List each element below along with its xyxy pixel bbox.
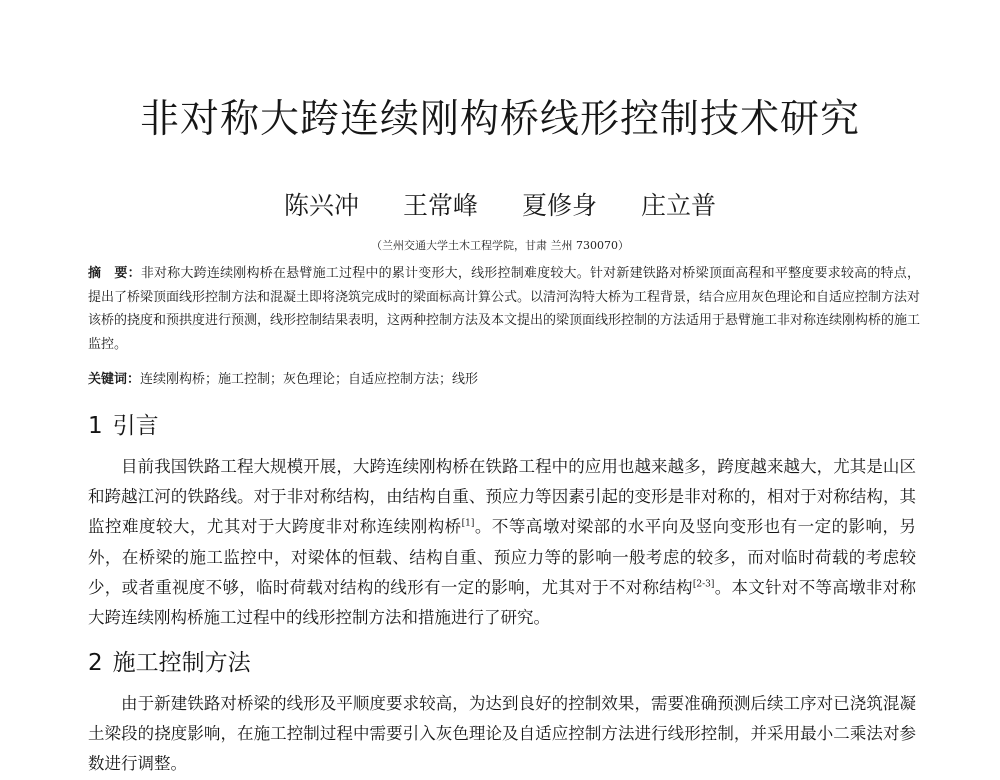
section-title: 引言 <box>112 413 159 439</box>
body-paragraph <box>88 689 916 780</box>
abstract-label: 摘 要： <box>88 266 141 281</box>
author-name: 陈兴冲 <box>284 191 360 220</box>
author-name: 庄立普 <box>640 191 716 220</box>
abstract-text: 非对称大跨连续刚构桥在悬臂施工过程中的累计变形大，线形控制难度较大。针对新建铁路对桥梁顶面高程和平整度要求较高的特点，提出了桥梁顶面线形控制方法和混凝土即将浇筑完成时的梁面标高计算公式。以清河沟特大桥为工程背景，结合应用灰色理论和自适应控制方法对该桥的挠度和预拱度进行预测，线形控制结果表明，这两种控制方法及本文提出的梁顶面线形控制的方法适用于悬臂施工非对称连续刚构桥的施工监控。 <box>88 266 921 352</box>
section-number: 2 <box>88 650 103 676</box>
section-title: 施工控制方法 <box>112 650 251 676</box>
author-list <box>0 186 1000 222</box>
keywords-text: 连续刚构桥；施工控制；灰色理论；自适应控制方法；线形 <box>140 372 479 387</box>
author-name: 夏修身 <box>521 191 597 220</box>
section-heading-introduction <box>88 407 159 440</box>
affiliation: （兰州交通大学土木工程学院，甘肃 兰州 730070） <box>371 239 629 252</box>
body-paragraph <box>88 452 916 633</box>
section-number: 1 <box>88 413 103 439</box>
keywords <box>88 370 920 390</box>
paragraph-text: 。本文针对不等高墩非对称大跨连续刚构桥施工过程中的线形控制方法和措施进行了研究。 <box>88 577 917 628</box>
section-heading-construction-control <box>88 644 251 677</box>
citation-ref: [1] <box>461 518 475 529</box>
paragraph-text: 目前我国铁路工程大规模开展，大跨连续刚构桥在铁路工程中的应用也越来越多，跨度越来越大，尤其是山区和跨越江河的铁路线。对于非对称结构，由结构自重、预应力等因素引起的变形是非对称的，相对于对称结构，其监控难度较大，尤其对于大跨度非对称连续刚构桥 <box>88 457 916 537</box>
keywords-label: 关键词： <box>88 372 141 387</box>
citation-ref: [2-3] <box>692 579 715 590</box>
author-name: 王常峰 <box>403 191 479 220</box>
paragraph-text: 。不等高墩对梁部的水平向及竖向变形也有一定的影响，另外，在桥梁的施工监控中，对梁体的恒载、结构自重、预应力等的影响一般考虑的较多，而对临时荷载的考虑较少，或者重视度不够，临时荷载对结构的线形有一定的影响，尤其对于不对称结构 <box>88 517 916 597</box>
paragraph-text: 由于新建铁路对桥梁的线形及平顺度要求较高，为达到良好的控制效果，需要准确预测后续工序对已浇筑混凝土梁段的挠度影响，在施工控制过程中需要引入灰色理论及自适应控制方法进行线形控制，并采用最小二乘法对参数进行调整。 <box>88 694 916 774</box>
paper-title: 非对称大跨连续刚构桥线形控制技术研究 <box>139 97 860 142</box>
abstract <box>88 262 920 356</box>
